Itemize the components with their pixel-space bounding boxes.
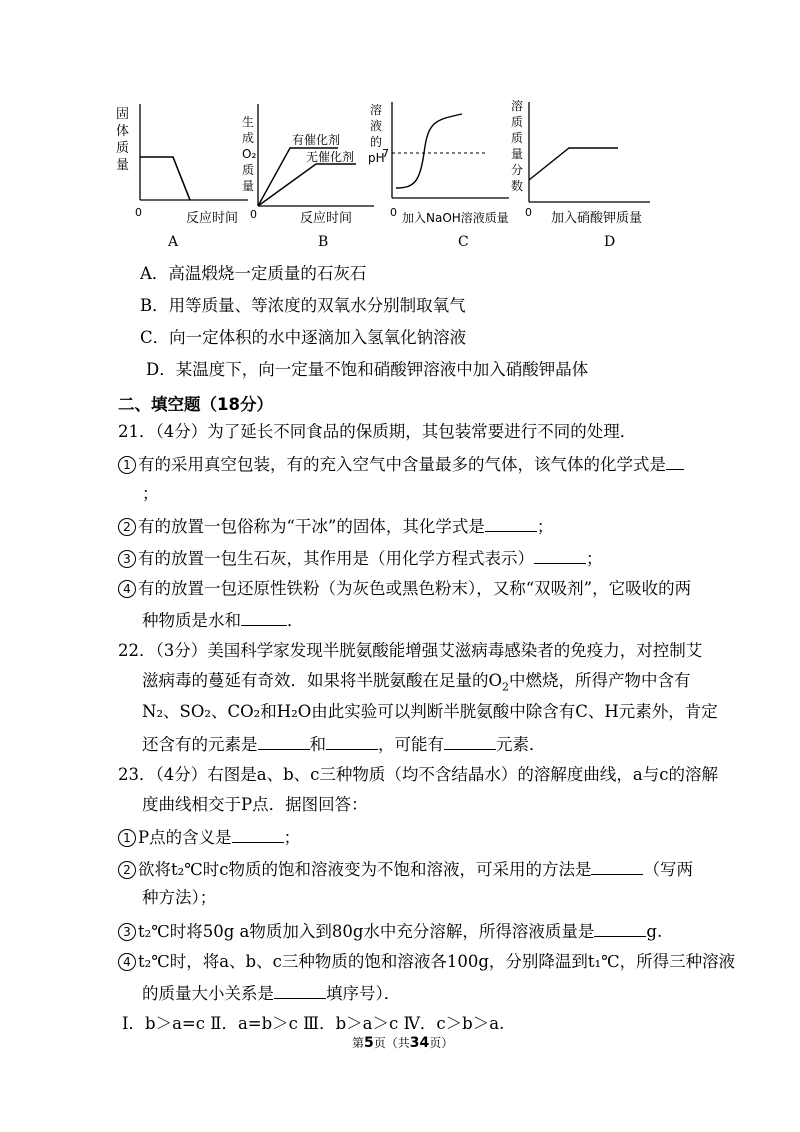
y-label-char: 生	[242, 115, 255, 129]
graph-letter: C	[458, 234, 469, 250]
graph-letter: A	[168, 234, 179, 250]
q23-sub3: 3 t₂℃时将50g a物质加入到80g水中充分溶解，所得溶液质量是 g.	[118, 918, 662, 944]
graph-a	[110, 98, 250, 230]
x-axis-label: 反应时间	[186, 211, 239, 226]
y-label-char: 质	[242, 163, 255, 177]
x-axis-label: 反应时间	[300, 211, 353, 226]
y-label-char: 溶	[370, 103, 383, 117]
solid-mass-curve	[140, 157, 190, 200]
y-label-char: 质	[511, 115, 524, 129]
answer-blank[interactable]	[444, 731, 496, 750]
answer-blank[interactable]	[485, 513, 537, 532]
y-label-char: 量	[242, 179, 255, 193]
q21-sub2: 2 有的放置一包俗称为“干冰”的固体，其化学式是 ；	[118, 513, 553, 539]
q21-sub1: 1 有的采用真空包装，有的充入空气中含量最多的气体，该气体的化学式是	[118, 451, 684, 477]
q23-sub4-cont: 的质量大小关系是 填序号）．	[142, 980, 400, 1006]
circled-number: 3	[118, 923, 136, 941]
graph-b	[238, 98, 378, 230]
q21-sub4: 4 有的放置一包还原性铁粉（为灰色或黑色粉末），又称“双吸剂”，它吸收的两	[118, 577, 691, 601]
option-a: A．高温煅烧一定质量的石灰石	[140, 264, 367, 283]
y-label-char: 分	[511, 163, 524, 177]
answer-blank[interactable]	[666, 451, 684, 470]
ph-curve	[396, 114, 462, 188]
graph-c	[366, 98, 511, 230]
y-label-char: 数	[511, 179, 524, 193]
answer-blank[interactable]	[534, 545, 586, 564]
circled-number: 2	[118, 518, 136, 536]
circled-number: 2	[118, 861, 136, 879]
q23-choices: Ⅰ．b＞a=c Ⅱ．a=b＞c Ⅲ．b＞a＞c Ⅳ．c＞b＞a.	[122, 1014, 505, 1033]
circled-number: 4	[118, 953, 136, 971]
q23-sub1: 1 P点的含义是 ；	[118, 824, 300, 850]
origin-label: 0	[135, 206, 142, 219]
origin-label: 0	[250, 208, 257, 221]
page-total: 34	[409, 1035, 430, 1051]
y-label-char: 质	[116, 141, 130, 156]
y-label-char: pH	[368, 151, 385, 165]
y-label-char: 质	[511, 131, 524, 145]
q23-sub2: 2 欲将t₂℃时c物质的饱和溶液变为不饱和溶液，可采用的方法是 （写两	[118, 856, 693, 882]
q21-sub4-cont: 种物质是水和 ．	[142, 607, 304, 633]
graph-d	[505, 96, 655, 230]
curve-label-catalyst: 有催化剂	[292, 133, 341, 147]
q23-line1: 23．（4分）右图是a、b、c三种物质（均不含结晶水）的溶解度曲线，a与c的溶解	[118, 765, 718, 784]
q21-sub1-end: ；	[142, 484, 159, 503]
mass-fraction-curve	[529, 148, 618, 180]
option-b: B．用等质量、等浓度的双氧水分别制取氧气	[140, 296, 466, 315]
page-footer: 第5页（共34页）	[352, 1035, 454, 1051]
x-axis-label: 加入NaOH溶液质量	[402, 211, 509, 225]
circled-number: 4	[118, 580, 136, 598]
answer-blank[interactable]	[591, 856, 643, 875]
q23-line2: 度曲线相交于P点．据图回答：	[142, 795, 368, 814]
q21-sub3: 3 有的放置一包生石灰，其作用是（用化学方程式表示） ；	[118, 545, 603, 571]
y-label-char: 体	[116, 124, 130, 139]
q23-sub2-cont: 种方法）；	[142, 888, 217, 907]
no-catalyst-curve	[258, 164, 356, 206]
option-d: D．某温度下，向一定量不饱和硝酸钾溶液中加入硝酸钾晶体	[146, 360, 589, 379]
y-label-char: O₂	[242, 147, 257, 161]
curve-label-no-catalyst: 无催化剂	[306, 150, 355, 164]
y-label-char: 量	[116, 158, 130, 173]
option-c: C．向一定体积的水中逐滴加入氢氧化钠溶液	[140, 328, 467, 347]
answer-blank[interactable]	[326, 731, 378, 750]
circled-number: 3	[118, 550, 136, 568]
origin-label: 0	[525, 206, 532, 219]
y-label-char: 液	[370, 119, 383, 133]
circled-number: 1	[118, 829, 136, 847]
ph-7-mark: 7	[382, 147, 389, 160]
y-label-char: 固	[116, 107, 130, 122]
graph-letter: D	[604, 234, 616, 250]
q21-intro: 21．（4分）为了延长不同食品的保质期，其包装常要进行不同的处理．	[118, 422, 637, 441]
q22-line4: 还含有的元素是 和 ，可能有 元素．	[142, 731, 546, 757]
q22-line3: N₂、SO₂、CO₂和H₂O由此实验可以判断半胱氨酸中除含有C、H元素外，肯定	[142, 702, 718, 721]
y-label-char: 的	[370, 135, 383, 149]
answer-blank[interactable]	[274, 980, 326, 999]
x-axis-label: 加入硝酸钾质量	[551, 211, 643, 226]
y-label-char: 量	[511, 147, 524, 161]
y-label-char: 成	[242, 131, 255, 145]
graph-letter: B	[318, 234, 329, 250]
answer-blank[interactable]	[232, 824, 284, 843]
q22-line2: 滋病毒的蔓延有奇效．如果将半胱氨酸在足量的$O_2$中燃烧，所得产物中含有	[142, 671, 691, 694]
answer-blank[interactable]	[258, 731, 310, 750]
page-number: 5	[364, 1035, 374, 1051]
q23-sub4: 4 t₂℃时，将a、b、c三种物质的饱和溶液各100g，分别降温到t₁℃，所得三种溶液	[118, 950, 735, 974]
origin-label: 0	[390, 206, 397, 219]
answer-blank[interactable]	[241, 607, 287, 626]
section-title: 二、填空题（18分）	[118, 395, 273, 414]
circled-number: 1	[118, 456, 136, 474]
answer-blank[interactable]	[594, 918, 646, 937]
q22-line1: 22．（3分）美国科学家发现半胱氨酸能增强艾滋病毒感染者的免疫力，对控制艾	[118, 641, 703, 660]
y-label-char: 溶	[511, 99, 524, 113]
